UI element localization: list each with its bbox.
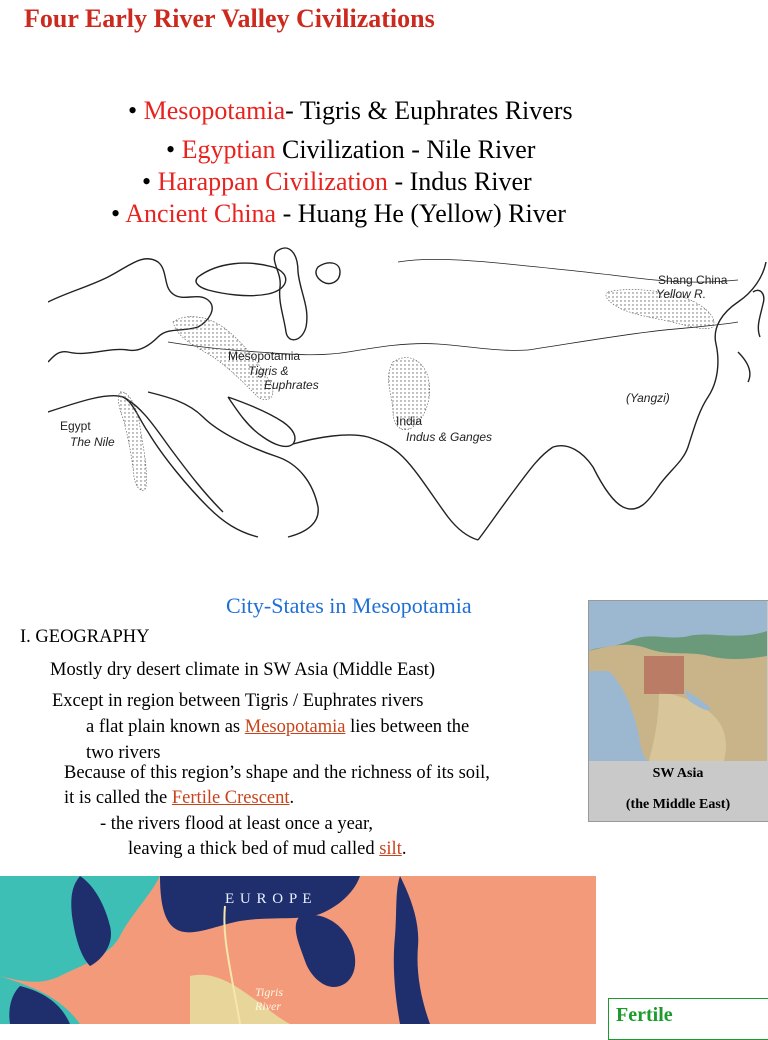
inset-caption: SW Asia bbox=[652, 766, 704, 781]
text-line: Except in region between Tigris / Euphrates rivers bbox=[52, 691, 424, 711]
civ-river: Civilization - Nile River bbox=[275, 135, 536, 164]
bullet: • bbox=[142, 167, 152, 196]
civ-river: - Huang He (Yellow) River bbox=[276, 199, 566, 228]
text-line: two rivers bbox=[86, 743, 161, 763]
label-the-nile: The Nile bbox=[70, 435, 115, 449]
label-indus-ganges: Indus & Ganges bbox=[406, 430, 493, 444]
civ-harappan bbox=[142, 167, 532, 197]
link-silt[interactable]: silt bbox=[379, 839, 402, 859]
highlight-region bbox=[644, 656, 684, 694]
label-yangzi: (Yangzi) bbox=[626, 391, 670, 405]
fertile-label: Fertile bbox=[616, 1004, 673, 1026]
civ-river: - Tigris & Euphrates Rivers bbox=[285, 96, 573, 125]
geography-heading: I. GEOGRAPHY bbox=[20, 627, 150, 647]
bullet: • bbox=[128, 96, 138, 125]
label-yellow-river: Yellow R. bbox=[656, 287, 707, 301]
sw-asia-map bbox=[589, 601, 767, 761]
label-euphrates: Euphrates bbox=[264, 378, 319, 392]
fertile-crescent-map bbox=[0, 876, 596, 1024]
bullet: • bbox=[111, 199, 121, 228]
inset-caption: (the Middle East) bbox=[625, 797, 731, 812]
text-line bbox=[64, 788, 294, 809]
label-tigris: Tigris & bbox=[248, 364, 289, 378]
label-river: River bbox=[255, 999, 281, 1013]
label-mesopotamia: Mesopotamia bbox=[228, 349, 301, 363]
link-fertile-crescent[interactable]: Fertile Crescent bbox=[171, 788, 290, 808]
text-span: leaving a thick bed of mud called bbox=[128, 839, 380, 859]
label-egypt: Egypt bbox=[60, 419, 91, 433]
text-line: Because of this region’s shape and the richness of its soil, bbox=[64, 763, 490, 783]
civ-name: Ancient China bbox=[125, 199, 277, 228]
slide-title: Four Early River Valley Civilizations bbox=[24, 4, 435, 33]
civ-name: Mesopotamia bbox=[143, 96, 286, 125]
text-line bbox=[86, 717, 469, 738]
civ-egyptian bbox=[166, 135, 535, 165]
text-span: . bbox=[289, 788, 295, 808]
river-valleys-map bbox=[48, 232, 768, 542]
civ-river: - Indus River bbox=[387, 167, 532, 196]
text-span: it is called the bbox=[64, 788, 172, 808]
text-line: - the rivers flood at least once a year, bbox=[100, 814, 374, 834]
link-mesopotamia[interactable]: Mesopotamia bbox=[244, 717, 346, 737]
label-europe: E U R O P E bbox=[225, 891, 313, 907]
text-span: a flat plain known as bbox=[86, 717, 245, 737]
civ-name: Harappan Civilization bbox=[157, 167, 388, 196]
label-india: India bbox=[396, 414, 423, 428]
bullet: • bbox=[166, 135, 176, 164]
label-tigris-river: Tigris bbox=[255, 985, 284, 999]
section-title: City-States in Mesopotamia bbox=[226, 593, 472, 618]
text-span: lies between the bbox=[345, 717, 470, 737]
text-line bbox=[128, 839, 406, 860]
civ-mesopotamia bbox=[128, 96, 573, 126]
text-line: Mostly dry desert climate in SW Asia (Middle East) bbox=[50, 660, 436, 680]
civ-name: Egyptian bbox=[181, 135, 276, 164]
text-span: . bbox=[401, 839, 407, 859]
civ-china bbox=[111, 199, 566, 229]
label-shang-china: Shang China bbox=[658, 273, 728, 287]
